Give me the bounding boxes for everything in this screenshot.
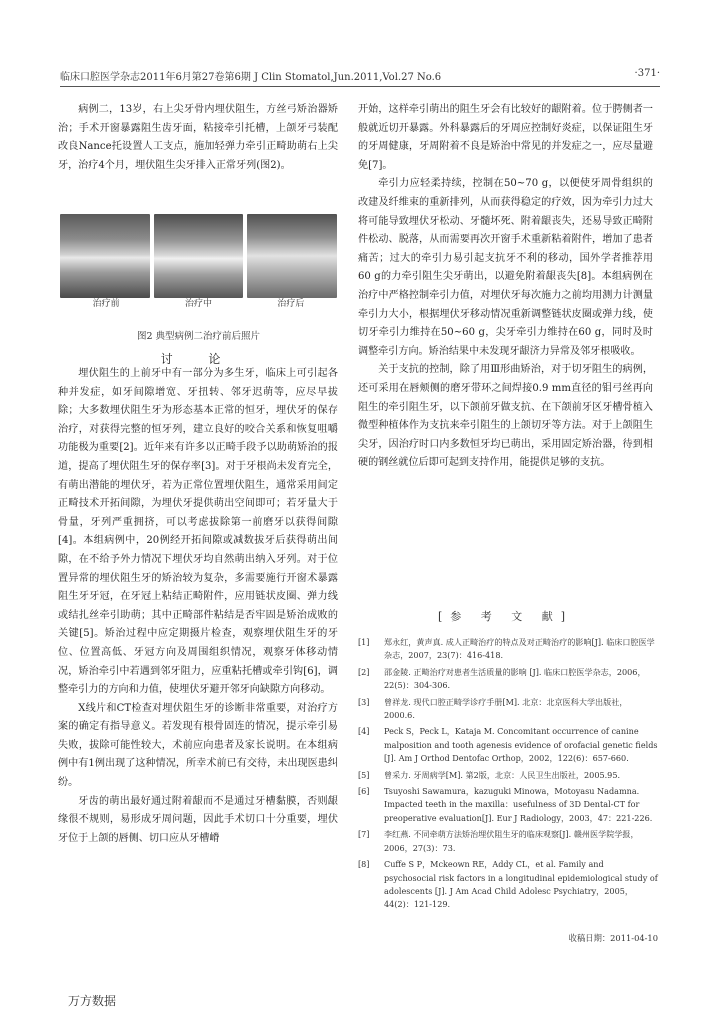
- reference-item: [358, 785, 658, 825]
- label-after: 治疗后: [277, 299, 305, 309]
- watermark: 万方数据: [68, 994, 117, 1008]
- reference-item: [358, 636, 658, 663]
- figure-labels: [60, 296, 337, 308]
- case-paragraph: 病例二，13岁，右上尖牙骨内埋伏阻生，方丝弓矫治器矫治；手术开窗暴露阻生齿牙面，粘接牵引托槽，上颌牙弓装配改良Nance托设置人工支点，施加轻弹力牵引正畸助萌右上尖牙，治疗4个月，埋伏阻生尖牙排入正常牙列(图2)。: [58, 104, 338, 171]
- reference-number: [3]: [358, 696, 370, 707]
- reference-text: Peck S，Peck L，Kataja M. Concomitant occurrence of canine malposition and tooth agenesis evidence of orofacial genetic fields [J]. Am J Orthod Dentofac Orthop，2002，122(6)：657-660.: [384, 726, 658, 764]
- case-description: [58, 101, 338, 175]
- reference-text: Tsuyoshi Sawamura，kazuguki Minowa，Motoyasu Nadamna. Impacted teeth in the maxilla：usefulness of 3D Dental-CT for preoperative evaluation[J]. Eur J Radiology，2003，47：221-226.: [384, 786, 653, 823]
- discussion-left-column: [58, 365, 338, 848]
- page-number: ·371·: [634, 68, 660, 79]
- references-heading: [参 考 文 献]: [437, 610, 574, 623]
- reference-item: [358, 769, 658, 782]
- reference-text: 曾祥龙. 现代口腔正畸学诊疗手册[M]. 北京：北京医科大学出版社，2000.6.: [384, 696, 628, 721]
- running-title: 临床口腔医学杂志2011年6月第27卷第6期 J Clin Stomatol,Jun.2011,Vol.27 No.6: [60, 72, 442, 83]
- discussion-right-column: [358, 101, 653, 473]
- reference-item: [358, 725, 658, 765]
- label-before: 治疗前: [92, 299, 120, 309]
- reference-number: [6]: [358, 786, 370, 797]
- reference-text: 李红燕. 不同牵萌方法矫治埋伏阻生牙的临床观察[J]. 赣州医学院学报，2006，27(3)：73.: [384, 829, 639, 853]
- figure-caption: 图2 典型病例二治疗前后照片: [136, 331, 261, 342]
- discussion-paragraph-4: 开始，这样牵引萌出的阻生牙会有比较好的龈附着。位于腭侧者一般就近切开暴露。外科暴露后的牙周应控制好炎症，以保证阻生牙的牙周健康，牙周附着不良是矫治中常见的并发症之一，应尽量避免[7]。: [358, 104, 653, 171]
- photo-before-treatment: [60, 214, 150, 298]
- reference-item: [358, 828, 658, 855]
- running-header: [60, 68, 660, 82]
- discussion-paragraph-6: 关于支抗的控制，除了用Ⅲ形曲矫治，对于切牙阻生的病例，还可采用在唇颊侧的磨牙带环之间焊接0.9 mm直径的钼弓丝再向阻生的牵引阻生牙，以下颌前牙做支抗、在下颌前牙区牙槽骨植入微型种植体作为支抗来牵引阻生的上颌切牙等方法。对于上颌阻生尖牙，因治疗时口内多数恒牙均已萌出，采用固定矫治器，待到相硬的钢丝就位后即可起到支持作用，能提供足够的支抗。: [358, 364, 653, 469]
- reference-item: [358, 696, 658, 723]
- reference-number: [2]: [358, 666, 370, 677]
- photo-during-treatment: [154, 214, 244, 298]
- discussion-paragraph-1: 埋伏阻生的上前牙中有一部分为多生牙，临床上可引起各种并发症，如牙间隙增宽、牙扭转、邻牙迟萌等，应尽早拔除；大多数埋伏阻生牙为形态基本正常的恒牙，埋伏牙的保存治疗，对获得完整的恒牙列，建立良好的咬合关系和恢复咀嚼功能极为重要[2]。近年来有许多以正畸手段予以助萌矫治的报道，提高了埋伏阻生牙的保存率[3]。对于牙根尚未发育完全，有萌出潜能的埋伏牙，若为正常位置埋伏阻生，通常采用间定正畸技术开拓间隙，为埋伏牙提供萌出空间即可；若牙量大于骨量，牙列严重拥挤，可以考虑拔除第一前磨牙以获得间隙[4]。本组病例中，20例经开拓间隙或减数拔牙后获得萌出间隙，在不给予外力情况下埋伏牙均自然萌出纳入牙列。对于位置异常的埋伏阻生牙的矫治较为复杂，多需要施行开窗术暴露阻生牙牙冠，在牙冠上粘结正畸附件，应用链状皮圈、弹力线或结扎丝牵引助萌；其中正畸部件粘结是否牢固是矫治成败的关键[5]。矫治过程中应定期摄片检查，观察埋伏阻生牙的牙位、位置高低、牙冠方向及周围组织情况，观察牙体移动情况，矫治牵引中若遇到邻牙阻力，应重粘托槽或牵引钩[6]，调整牵引力的方向和力值，使埋伏牙避开邻牙向缺隙方向移动。: [58, 368, 338, 696]
- reference-number: [7]: [358, 829, 370, 840]
- reference-item: [358, 858, 658, 912]
- reference-text: 邵金陵. 正畸治疗对患者生活质量的影响 [J]. 临床口腔医学杂志，2006，22(5)：304-306.: [384, 666, 646, 691]
- header-rule: [60, 86, 660, 87]
- references-list: [358, 636, 658, 915]
- received-date: 收稿日期：2011-04-10: [568, 933, 658, 943]
- label-during: 治疗中: [184, 299, 212, 309]
- reference-item: [358, 666, 658, 693]
- reference-text: 郑永红，黄声真. 成人正畸治疗的特点及对正畸治疗的影响[J]. 临床口腔医学杂志，2007，23(7)：416-418.: [384, 637, 655, 661]
- discussion-paragraph-3: 牙齿的萌出最好通过附着龈而不是通过牙槽黏膜，否则龈缘很不规则，易形成牙周问题，因此手术切口十分重要，埋伏牙位于上颌的唇侧、切口应从牙槽嵴: [58, 795, 338, 844]
- photo-after-treatment: [247, 214, 337, 298]
- discussion-paragraph-2: X线片和CT检查对埋伏阻生牙的诊断非常重要，对治疗方案的确定有指导意义。若发现有根骨固连的情况，提示牵引易失败，拔除可能性较大，术前应向患者及家长说明。在本组病例中有1例出现了这种情况，所幸术前已有交待，未出现医患纠纷。: [58, 702, 338, 789]
- figure-photos: [60, 214, 337, 298]
- section-heading: 讨 论: [160, 352, 237, 366]
- reference-number: [1]: [358, 637, 370, 647]
- reference-text: Cuffe S P，Mckeown RE，Addy CL，et al. Family and psychosocial risk factors in a longitudinal epidemiological study of adolescents [J]. J Am Acad Child Adolesc Psychiatry，2005，44(2)：121-129.: [384, 859, 658, 910]
- reference-number: [4]: [358, 726, 370, 737]
- reference-text: 曾采力. 牙周病学[M]. 第2版，北京：人民卫生出版社，2005.95.: [384, 769, 621, 780]
- discussion-paragraph-5: 牵引力应轻柔持续，控制在50~70 g，以便使牙周骨组织的改建及纤维束的重新排列，从而获得稳定的疗效，因为牵引力过大将可能导致埋伏牙松动、牙髓坏死、附着龈丧失，还易导致正畸附件松动、脱落，从而需要再次开窗手术重新粘着附件，增加了患者痛苦；过大的牵引力易引起支抗牙不利的移动，国外学者推荐用60 g的力牵引阻生尖牙萌出，以避免附着龈丧失[8]。本组病例在治疗中严格控制牵引力值，对埋伏牙每次施力之前均用测力计测量牵引力大小，根据埋伏牙移动情况重新调整链状皮圈或弹力线，使切牙牵引力维持在50~60 g，尖牙牵引力维持在60 g，同时及时调整牵引方向。矫治结果中未发现牙龈济力异常及邻牙根吸收。: [358, 178, 653, 357]
- reference-number: [8]: [358, 859, 370, 870]
- reference-number: [5]: [358, 769, 370, 780]
